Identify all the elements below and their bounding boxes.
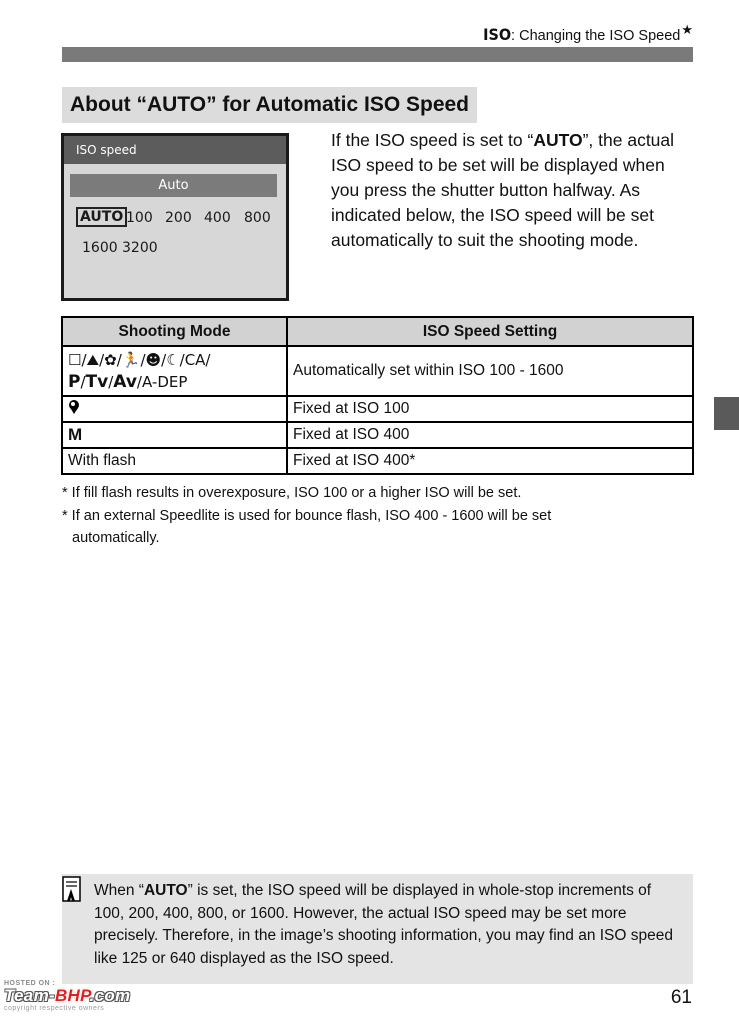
- intro-text: If the ISO speed is set to “: [331, 130, 534, 150]
- lcd-option: 200: [165, 210, 192, 226]
- mode-icons-line: ☐/⛰/✿/🏃/☻/☾/CA/: [68, 351, 211, 369]
- iso-setting: Fixed at ISO 400: [287, 422, 693, 448]
- star-icon: ★: [681, 22, 693, 37]
- page-number: 61: [670, 987, 692, 1008]
- memo-text-a: When “: [94, 882, 144, 899]
- mode-tv: Tv: [85, 372, 109, 392]
- memo-text: [94, 880, 684, 970]
- logo-com: .com: [89, 986, 131, 1005]
- memo-text-b: ” is set, the ISO speed will be displayed in whole-stop increments of 100, 200, 400, 800, or 1600. However, the actual ISO speed may be set more precisely. Therefore, in the image’s shooting information, you may find an ISO speed like 125 or 640 displayed as the ISO speed.: [94, 882, 673, 967]
- portrait-mode-icon: [68, 399, 81, 414]
- watermark: [4, 980, 130, 1012]
- memo-icon: [62, 876, 82, 903]
- iso-setting: Automatically set within ISO 100 - 1600: [287, 346, 693, 396]
- lcd-option-auto: AUTO: [76, 207, 127, 227]
- mode-a-dep: A-DEP: [141, 373, 188, 391]
- lcd-option: 400: [204, 210, 231, 226]
- mode-av: Av: [113, 372, 137, 392]
- table-header-row: [62, 317, 693, 346]
- footnote-cont: automatically.: [72, 530, 160, 546]
- lcd-option: 1600: [82, 240, 118, 256]
- watermark-copyright: copyright respective owners: [4, 1005, 105, 1012]
- lcd-option: 100: [126, 210, 153, 226]
- watermark-hosted: HOSTED ON :: [4, 980, 56, 987]
- column-header: Shooting Mode: [62, 317, 287, 346]
- mode-p: P: [68, 372, 81, 392]
- mode-icons-line-2: P/Tv/Av/A-DEP: [68, 372, 188, 392]
- intro-text-cont: ”, the actual ISO speed to be set will be displayed when you press the shutter button halfway. As indicated below, the ISO speed will be set automatically to suit the shooting mode.: [331, 130, 675, 250]
- section-title: About “AUTO” for Automatic ISO Speed: [62, 87, 477, 123]
- shooting-mode: M: [62, 422, 287, 448]
- header-title: : Changing the ISO Speed: [511, 28, 681, 44]
- table-row: [62, 422, 693, 448]
- table-row: [62, 346, 693, 396]
- shooting-mode: With flash: [62, 448, 287, 474]
- header-rule: [62, 47, 693, 62]
- memo-box: [62, 874, 693, 984]
- intro-paragraph: [331, 128, 691, 253]
- lcd-option: 3200: [122, 240, 158, 256]
- iso-setting: Fixed at ISO 400*: [287, 448, 693, 474]
- logo-team: Team-: [4, 986, 55, 1005]
- lcd-option: 800: [244, 210, 271, 226]
- table-row: [62, 396, 693, 422]
- footnote: * If an external Speedlite is used for bounce flash, ISO 400 - 1600 will be set: [62, 508, 552, 524]
- logo-bhp: BHP: [54, 986, 90, 1005]
- intro-auto: AUTO: [533, 130, 583, 150]
- chapter-tab: [714, 397, 739, 430]
- lcd-heading: ISO speed: [76, 143, 137, 157]
- lcd-iso-menu-screenshot: [61, 133, 289, 301]
- iso-table: [61, 316, 694, 475]
- column-header: ISO Speed Setting: [287, 317, 693, 346]
- memo-auto: AUTO: [143, 882, 188, 899]
- table-row: [62, 448, 693, 474]
- lcd-selected-label: Auto: [70, 174, 277, 197]
- watermark-logo: [4, 987, 130, 1005]
- running-header: [483, 22, 693, 44]
- lcd-heading-bar: [64, 136, 286, 164]
- iso-symbol: ISO: [483, 25, 512, 44]
- shooting-mode-icons: [62, 346, 287, 396]
- iso-setting: Fixed at ISO 100: [287, 396, 693, 422]
- footnote: * If fill flash results in overexposure, ISO 100 or a higher ISO will be set.: [62, 485, 522, 501]
- shooting-mode: [62, 396, 287, 422]
